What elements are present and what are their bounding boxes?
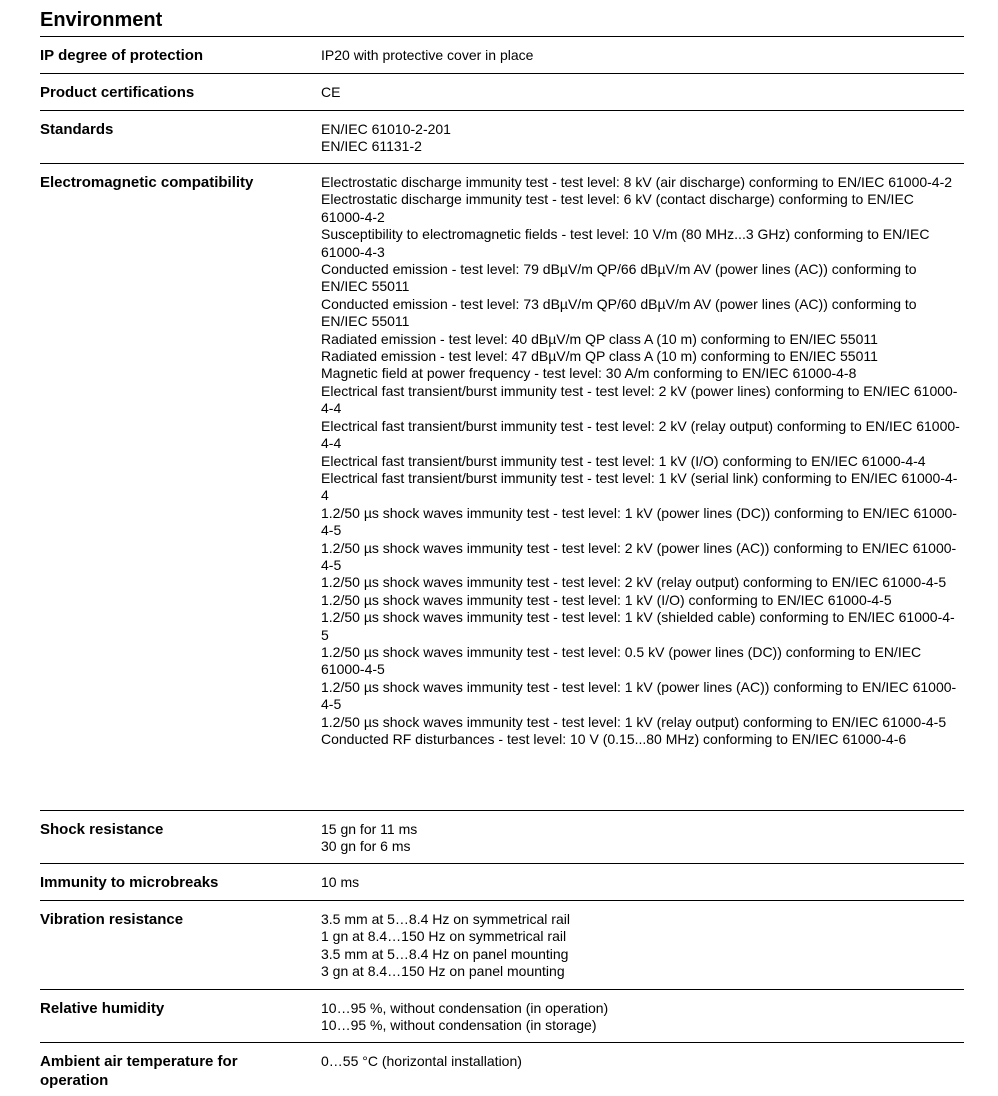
spec-value: [321, 990, 964, 1042]
spec-value-line: 10…95 %, without condensation (in operation): [321, 1000, 609, 1016]
spec-row: [40, 111, 964, 164]
spec-value: [321, 74, 964, 110]
spec-value-line: IP20 with protective cover in place: [321, 47, 534, 63]
spec-value-line: 3 gn at 8.4…150 Hz on panel mounting: [321, 963, 565, 980]
spec-value-line: 3.5 mm at 5…8.4 Hz on symmetrical rail: [321, 911, 570, 927]
spec-value-line: 10 ms: [321, 874, 360, 890]
spec-value-line: Electrostatic discharge immunity test - test level: 8 kV (air discharge) conforming to EN/IEC 61000-4-2: [321, 174, 953, 190]
spec-value-line: 10…95 %, without condensation (in storage): [321, 1017, 597, 1034]
spec-value-line: 0…55 °C (horizontal installation): [321, 1053, 522, 1069]
spec-value: [321, 37, 964, 73]
spec-row: [40, 864, 964, 901]
spec-value-line: Conducted RF disturbances - test level: 10 V (0.15...80 MHz) conforming to EN/IEC 61000-4-6: [321, 731, 907, 747]
spec-value-line: Susceptibility to electromagnetic fields - test level: 10 V/m (80 MHz...3 GHz) conforming to EN/IEC 61000-4-3: [321, 226, 930, 260]
spec-value-line: 1.2/50 µs shock waves immunity test - test level: 1 kV (power lines (AC)) conforming to EN/IEC 61000-4-5: [321, 678, 957, 713]
spec-row: [40, 74, 964, 111]
spec-label: Vibration resistance: [40, 911, 184, 928]
section-title: Environment: [40, 0, 964, 37]
spec-value-line: 1.2/50 µs shock waves immunity test - test level: 2 kV (power lines (AC)) conforming to EN/IEC 61000-4-5: [321, 539, 957, 573]
spec-value-line: Electrical fast transient/burst immunity test - test level: 2 kV (relay output) conforming to EN/IEC 61000-4-4: [321, 417, 960, 452]
spec-value: [321, 164, 964, 810]
spec-value-line: Electrostatic discharge immunity test - test level: 6 kV (contact discharge) conforming to EN/IEC 61000-4-2: [321, 191, 914, 225]
spec-value-line: 1.2/50 µs shock waves immunity test - test level: 1 kV (power lines (DC)) conforming to EN/IEC 61000-4-5: [321, 504, 957, 539]
spec-value-line: 1 gn at 8.4…150 Hz on symmetrical rail: [321, 928, 567, 945]
spec-row: [40, 901, 964, 990]
spec-value: [321, 901, 964, 989]
spec-label: Product certifications: [40, 84, 195, 101]
spec-value-line: 1.2/50 µs shock waves immunity test - test level: 2 kV (relay output) conforming to EN/IEC 61000-4-5: [321, 574, 947, 591]
spec-row: [40, 811, 964, 864]
spec-value-line: 1.2/50 µs shock waves immunity test - test level: 1 kV (shielded cable) conforming to EN/IEC 61000-4-5: [321, 609, 955, 643]
spec-value-line: 1.2/50 µs shock waves immunity test - test level: 0.5 kV (power lines (DC)) conforming to EN/IEC 61000-4-5: [321, 643, 922, 678]
spec-label: Immunity to microbreaks: [40, 874, 219, 891]
spec-table: [40, 37, 964, 1093]
spec-value-line: Conducted emission - test level: 73 dBµV/m QP/60 dBµV/m AV (power lines (AC)) conforming to EN/IEC 55011: [321, 295, 917, 330]
spec-label: Standards: [40, 121, 114, 138]
spec-value-line: Electrical fast transient/burst immunity test - test level: 2 kV (power lines) conforming to EN/IEC 61000-4-4: [321, 382, 958, 417]
spec-value: [321, 811, 964, 863]
spec-label: Shock resistance: [40, 821, 164, 838]
spec-value-line: Conducted emission - test level: 79 dBµV/m QP/66 dBµV/m AV (power lines (AC)) conforming to EN/IEC 55011: [321, 261, 917, 295]
spec-value: [321, 864, 964, 900]
spec-value-line: 15 gn for 11 ms: [321, 821, 418, 837]
spec-value-line: EN/IEC 61010-2-201: [321, 121, 451, 137]
spec-row: [40, 37, 964, 74]
spec-row: [40, 990, 964, 1043]
spec-value-line: 1.2/50 µs shock waves immunity test - test level: 1 kV (relay output) conforming to EN/IEC 61000-4-5: [321, 713, 947, 730]
spec-value-line: Magnetic field at power frequency - test level: 30 A/m conforming to EN/IEC 61000-4-8: [321, 365, 857, 382]
spec-label: Ambient air temperature for operation: [40, 1053, 238, 1089]
spec-value-line: Radiated emission - test level: 47 dBµV/m QP class A (10 m) conforming to EN/IEC 55011: [321, 348, 878, 365]
spec-row: [40, 1043, 964, 1093]
spec-row: [40, 164, 964, 811]
spec-value-line: EN/IEC 61131-2: [321, 138, 422, 155]
spec-value-line: 3.5 mm at 5…8.4 Hz on panel mounting: [321, 945, 569, 962]
spec-value-line: 30 gn for 6 ms: [321, 838, 411, 855]
spec-value-line: 1.2/50 µs shock waves immunity test - test level: 1 kV (I/O) conforming to EN/IEC 61000-4-5: [321, 591, 892, 608]
spec-label: Relative humidity: [40, 1000, 165, 1017]
spec-value-line: Electrical fast transient/burst immunity test - test level: 1 kV (I/O) conforming to EN/IEC 61000-4-4: [321, 452, 926, 469]
spec-value: [321, 1043, 964, 1093]
spec-label: IP degree of protection: [40, 47, 204, 64]
spec-value-line: Radiated emission - test level: 40 dBµV/m QP class A (10 m) conforming to EN/IEC 55011: [321, 330, 878, 347]
spec-value: [321, 111, 964, 163]
spec-value-line: Electrical fast transient/burst immunity test - test level: 1 kV (serial link) conforming to EN/IEC 61000-4-4: [321, 469, 958, 504]
spec-label: Electromagnetic compatibility: [40, 174, 254, 191]
spec-value-line: CE: [321, 84, 341, 100]
